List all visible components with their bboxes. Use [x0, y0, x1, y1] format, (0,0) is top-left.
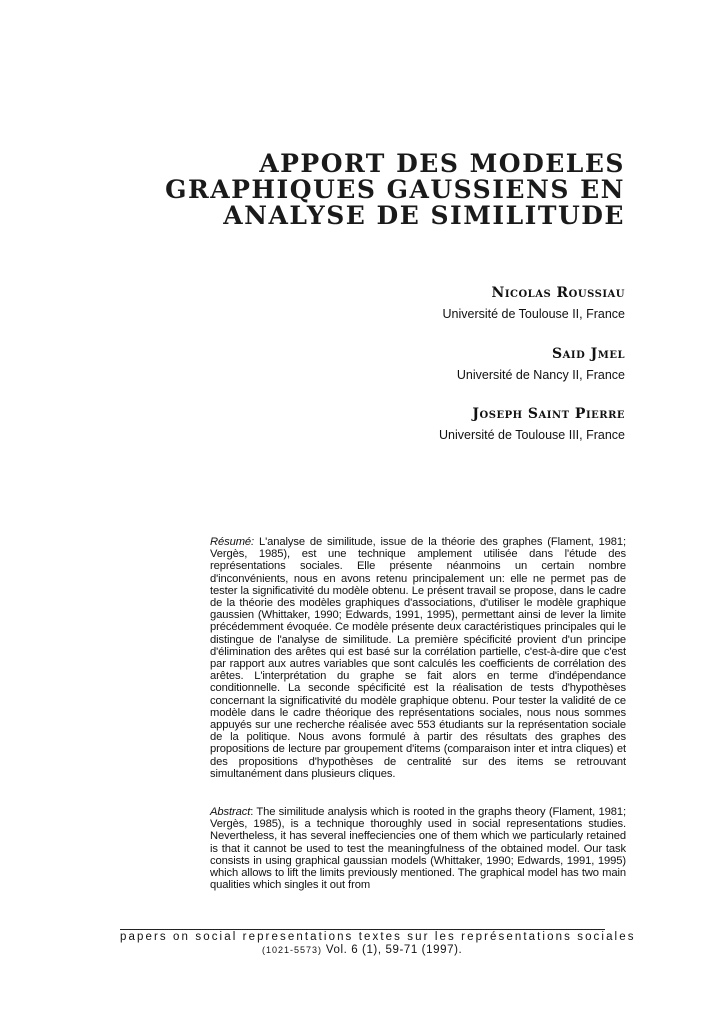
- footer-issn: (1021-5573): [262, 945, 323, 955]
- resume-label: Résumé:: [210, 536, 255, 548]
- resume-paragraph: [210, 536, 626, 780]
- author-affiliation: Université de Nancy II, France: [456, 368, 625, 382]
- resume-text: L'analyse de similitude, issue de la théorie des graphes (Flament, 1981; Vergès, 1985), est une technique amplement utilisée dans l'étude des représentations sociales. Elle présente néanmoins un certain nombre d'inconvénients, nous en avons retenu principalement un: elle ne permet pas de tester la significativité du modèle obtenu. Le présent travail se propose, dans le cadre de la théorie des modèles graphiques d'associations, d'utiliser le modèle graphique gaussien (Whittaker, 1990; Edwards, 1991, 1995), permettant ainsi de lever la limite précédemment évoquée. Ce modèle présente deux caractéristiques principales qui le distingue de l'analyse de similitude. La première spécificité provient d'un principe d'élimination des arêtes qui est basé sur la corrélation partielle, c'est-à-dire que c'est par rapport aux autres variables que sont calculés les coefficients de corrélation des arêtes. L'interprétation du graphe se fait alors en terme d'indépendance conditionnelle. La seconde spécificité est la réalisation de tests d'hypothèses concernant la significativité du modèle graphique obtenu. Pour tester la validité de ce modèle dans le cadre théorique des représentations sociales, nous nous sommes appuyés sur une recherche réalisée avec 553 étudiants sur la représentation sociale de la politique. Nous avons formulé à partir des résultats des graphes des propositions de lecture par groupement d'items (comparaison inter et intra cliques) et des propositions d'hypothèses de centralité sur des items se retrouvant simultanément dans plusieurs cliques.: [210, 536, 626, 780]
- title-line: APPORT DES MODELES: [259, 149, 625, 178]
- author-block: [442, 284, 625, 323]
- footer-journal: papers on social representations textes sur les représentations sociales: [120, 931, 636, 943]
- author-block: [457, 345, 625, 384]
- author-block: [439, 405, 625, 444]
- author-name: Said Jmel: [552, 346, 625, 362]
- footer-citation-line: [262, 944, 462, 956]
- title-line: ANALYSE DE SIMILITUDE: [223, 201, 625, 230]
- abstract-paragraph: [210, 806, 626, 891]
- author-affiliation: Université de Toulouse II, France: [442, 307, 625, 321]
- footer-citation: Vol. 6 (1), 59-71 (1997).: [322, 944, 463, 956]
- abstract-label: Abstract: [210, 806, 251, 818]
- paper-title: [165, 151, 625, 229]
- author-name: Nicolas Roussiau: [491, 285, 625, 301]
- author-name: Joseph Saint Pierre: [472, 406, 625, 422]
- footer-divider: [120, 929, 605, 930]
- title-line: GRAPHIQUES GAUSSIENS EN: [165, 175, 625, 204]
- abstract-text: : The similitude analysis which is rooted in the graphs theory (Flament, 1981; Vergès, 1985), is a technique thoroughly used in social representations studies. Nevertheless, it has several ineffeciencies one of them which we particularly retained is that it cannot be used to test the meaningfulness of the obtained model. Our task consists in using graphical gaussian models (Whittaker, 1990; Edwards, 1991, 1995) which allows to lift the limits previously mentioned. The graphical model has two main qualities which singles it out from: [210, 806, 626, 892]
- author-affiliation: Université de Toulouse III, France: [439, 428, 625, 442]
